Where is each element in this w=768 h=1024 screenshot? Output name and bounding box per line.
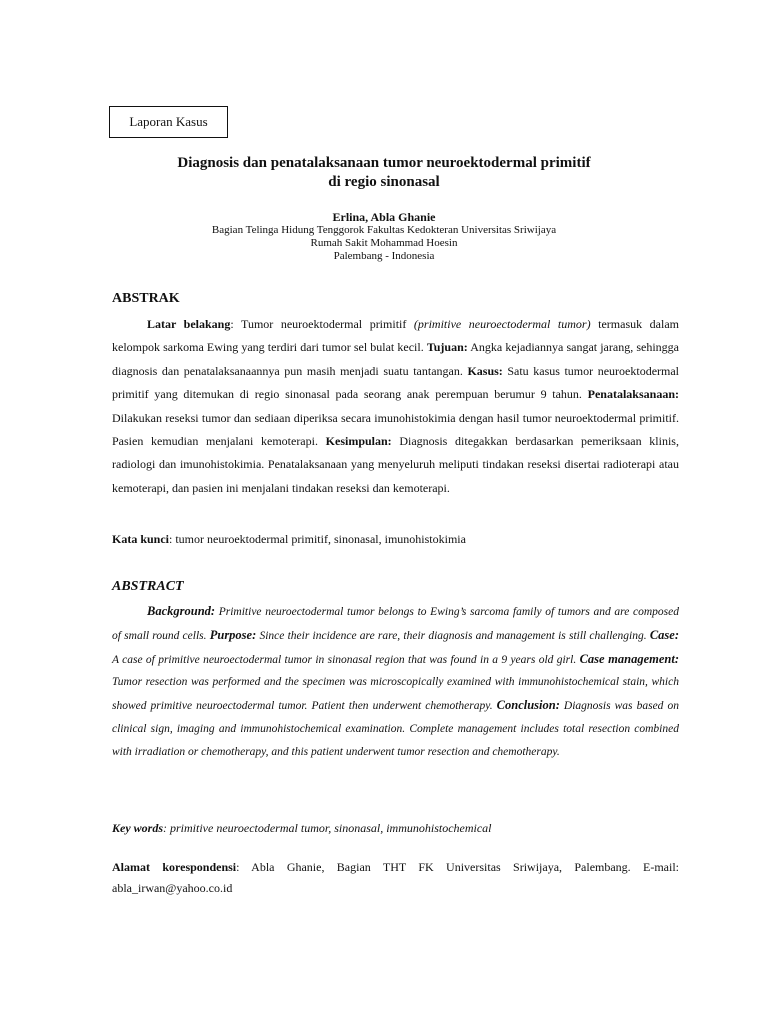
penatalaksanaan-label: Penatalaksanaan: (587, 387, 679, 402)
authors: Erlina, Abla Ghanie (332, 210, 436, 224)
kata-kunci (112, 531, 679, 547)
case-text: A case of primitive neuroectodermal tumor in sinonasal region that was found in a 9 years old girl. (112, 653, 580, 666)
tujuan-label: Tujuan: (426, 340, 468, 355)
background-text: Primitive neuroectodermal tumor belongs to Ewing’s sarcoma family of tumors and are composed of small round cells. (112, 606, 679, 642)
affiliation-line-2: Rumah Sakit Mohammad Hoesin (310, 237, 458, 249)
abstract-heading: ABSTRACT (112, 579, 184, 594)
correspondence (112, 857, 679, 899)
kata-kunci-text: : tumor neuroektodermal primitif, sinonasal, imunohistokimia (169, 532, 466, 546)
penatalaksanaan-text: Dilakukan reseksi tumor dan sediaan diperiksa secara imunohistokimia dengan hasil tumor neuroektodermal primitif. Pasien kemudian menjalani kemoterapi. (112, 410, 679, 449)
conclusion-label: Conclusion: (496, 698, 560, 713)
kata-kunci-label: Kata kunci (112, 532, 170, 546)
latar-label: Latar belakang (147, 317, 231, 331)
background-label: Background: (147, 604, 216, 618)
affiliation-line-1: Bagian Telinga Hidung Tenggorok Fakultas Kedokteran Universitas Sriwijaya (211, 224, 557, 236)
latar-text-2: termasuk dalam kelompok sarkoma Ewing yang terdiri dari tumor sel bulat kecil. (112, 317, 679, 355)
kesimpulan-label: Kesimpulan: (325, 434, 392, 449)
kasus-text: Satu kasus tumor neuroektodermal primitif yang ditemukan di regio sinonasal pada seorang anak perempuan berumur 9 tahun. (112, 363, 680, 402)
title-line-1: Diagnosis dan penatalaksanaan tumor neuroektodermal primitif (177, 155, 591, 171)
key-words-label: Key words (112, 821, 163, 835)
correspondence-label: Alamat korespondensi (112, 860, 237, 874)
kasus-label: Kasus: (467, 363, 503, 378)
paper-title (100, 154, 668, 192)
case-management-label: Case management: (579, 651, 679, 666)
case-management-text: Tumor resection was performed and the specimen was microscopically examined with immunohistochemical stain, which showed primitive neuroectodermal tumor. Patient then underwent chemotherapy. (112, 676, 679, 713)
correspondence-text: : Abla Ghanie, Bagian THT FK Universitas Sriwijaya, Palembang. E-mail: abla_irwan@yahoo.co.id (112, 860, 680, 895)
abstrak-heading: ABSTRAK (112, 291, 180, 306)
latar-italic: (primitive neuroectodermal tumor) (413, 317, 591, 331)
purpose-text: Since their incidence are rare, their diagnosis and management is still challenging. (256, 629, 650, 642)
abstract-paragraph (112, 600, 679, 764)
affiliation (100, 224, 668, 263)
key-words (112, 820, 679, 836)
abstrak-paragraph (112, 313, 679, 500)
purpose-label: Purpose: (209, 627, 257, 642)
tujuan-text: Angka kejadiannya sangat jarang, sehingga diagnosis dan penatalaksanaannya pun masih menjadi suatu tantangan. (112, 340, 679, 378)
case-label: Case: (649, 627, 679, 642)
conclusion-text: Diagnosis was based on clinical sign, imaging and immunohistochemical examination. Complete management includes total resection combined with irradiation or chemotherapy, and this patient underwent tumor resection and chemotherapy. (112, 700, 679, 758)
affiliation-line-3: Palembang - Indonesia (333, 250, 435, 262)
kesimpulan-text: Diagnosis ditegakkan berdasarkan pemeriksaan klinis, radiologi dan imunohistokimia. Penatalaksanaan yang menyeluruh meliputi tindakan reseksi disertai radioterapi atau kemoterapi, dan pasien ini menjalani tindakan reseksi dan kemoterapi. (112, 434, 679, 495)
title-line-2: di regio sinonasal (328, 174, 440, 190)
article-type-label: Laporan Kasus (109, 106, 228, 138)
key-words-text: : primitive neuroectodermal tumor, sinonasal, immunohistochemical (163, 821, 492, 835)
latar-text: : Tumor neuroektodermal primitif (230, 317, 414, 331)
